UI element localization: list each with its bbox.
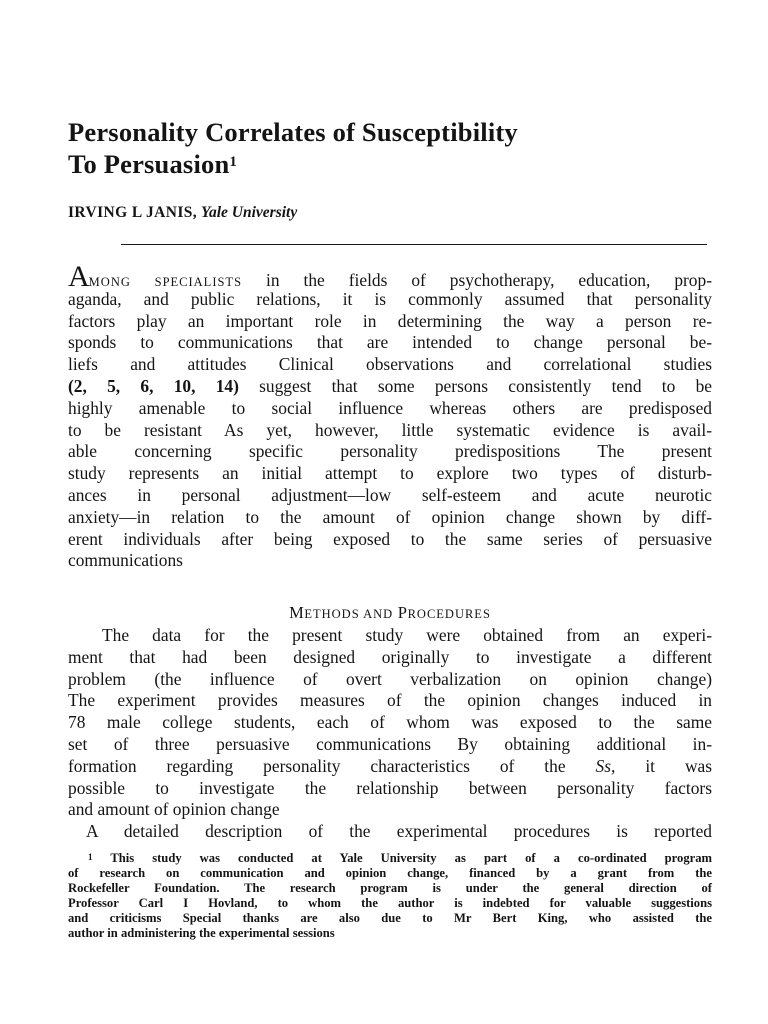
- methods-line: possible to investigate the relationship between personality factors: [68, 777, 712, 798]
- methods-line: 78 male college students, each of whom was exposed to the same: [68, 712, 712, 733]
- title-divider: [121, 244, 707, 245]
- intro-line: to be resistant As yet, however, little systematic evidence is avail-: [68, 419, 712, 440]
- title-footnote-mark: 1: [229, 154, 238, 170]
- methods-line: set of three persuasive communications By obtaining additional in-: [68, 733, 712, 754]
- reference-citations: (2, 5, 6, 10, 14): [68, 375, 239, 396]
- intro-smallcaps: MONG SPECIALISTS: [88, 275, 243, 289]
- footnote-line: Rockefeller Foundation. The research program is under the general direction of: [68, 881, 712, 895]
- intro-line: erent individuals after being exposed to the same series of persuasive: [68, 528, 712, 549]
- methods-line-ss: [68, 756, 712, 778]
- methods-next-paragraph-line: A detailed description of the experimental procedures is reported: [86, 821, 712, 842]
- footnote-line: author in administering the experimental sessions: [68, 926, 335, 940]
- methods-line-ss-end: it was: [615, 755, 713, 776]
- intro-line: aganda, and public relations, it is commonly assumed that personality: [68, 288, 712, 309]
- heading-smallcaps: ROCEDURES: [407, 607, 491, 621]
- heading-smallcaps: ETHODS AND: [304, 607, 394, 621]
- intro-line: ances in personal adjustment—low self-esteem and acute neurotic: [68, 484, 712, 505]
- heading-cap: P: [397, 603, 408, 622]
- author-name: IRVING L JANIS,: [68, 204, 198, 221]
- intro-line-1: [68, 260, 712, 293]
- intro-line-citations-rest: suggest that some persons consistently tend to be: [238, 375, 712, 396]
- methods-line: problem (the influence of overt verbalization on opinion change): [68, 668, 712, 689]
- intro-line: anxiety—in relation to the amount of opinion change shown by diff-: [68, 506, 712, 527]
- title-line-2-text: To Persuasion: [68, 149, 230, 179]
- footnote-line: of research on communication and opinion change, financed by a grant from the: [68, 866, 712, 880]
- section-heading-methods: [68, 603, 712, 624]
- intro-line: communications: [68, 550, 183, 571]
- methods-line: The data for the present study were obtained from an experi-: [102, 625, 712, 645]
- methods-line: The experiment provides measures of the opinion changes induced in: [68, 690, 712, 711]
- footnote-line: Professor Carl I Hovland, to whom the author is indebted for valuable suggestions: [68, 896, 712, 910]
- footnote-line-1-text: This study was conducted at Yale University as part of a co-ordinated program: [92, 851, 712, 865]
- author-affiliation: Yale University: [200, 204, 298, 221]
- footnote-line-1: [68, 851, 712, 866]
- methods-paragraph: [68, 625, 712, 843]
- methods-line: and amount of opinion change: [68, 799, 280, 820]
- subjects-abbrev: Ss,: [595, 755, 616, 776]
- title-line-2: [68, 148, 728, 180]
- footnote: [68, 851, 712, 941]
- byline: [68, 203, 297, 223]
- intro-line: sponds to communications that are intended to change personal be-: [68, 332, 712, 353]
- intro-line: liefs and attitudes Clinical observations and correlational studies: [68, 354, 712, 375]
- article-title: [68, 116, 728, 180]
- intro-line-citations: [68, 376, 712, 398]
- intro-paragraph: [68, 260, 712, 572]
- drop-cap: A: [68, 260, 89, 293]
- intro-line: study represents an initial attempt to explore two types of disturb-: [68, 463, 712, 484]
- methods-line: ment that had been designed originally to investigate a different: [68, 646, 712, 667]
- intro-line: factors play an important role in determining the way a person re-: [68, 310, 712, 331]
- footnote-line: and criticisms Special thanks are also due to Mr Bert King, who assisted the: [68, 911, 712, 925]
- footnote-mark: 1: [88, 852, 93, 862]
- heading-cap: M: [289, 603, 305, 622]
- title-line-1: Personality Correlates of Susceptibility: [68, 117, 518, 147]
- methods-line-ss-start: formation regarding personality characteristics of the: [68, 755, 596, 776]
- intro-line: able concerning specific personality predispositions The present: [68, 441, 712, 462]
- intro-line-1-rest: in the fields of psychotherapy, education, prop-: [242, 270, 712, 290]
- intro-line: highly amenable to social influence whereas others are predisposed: [68, 397, 712, 418]
